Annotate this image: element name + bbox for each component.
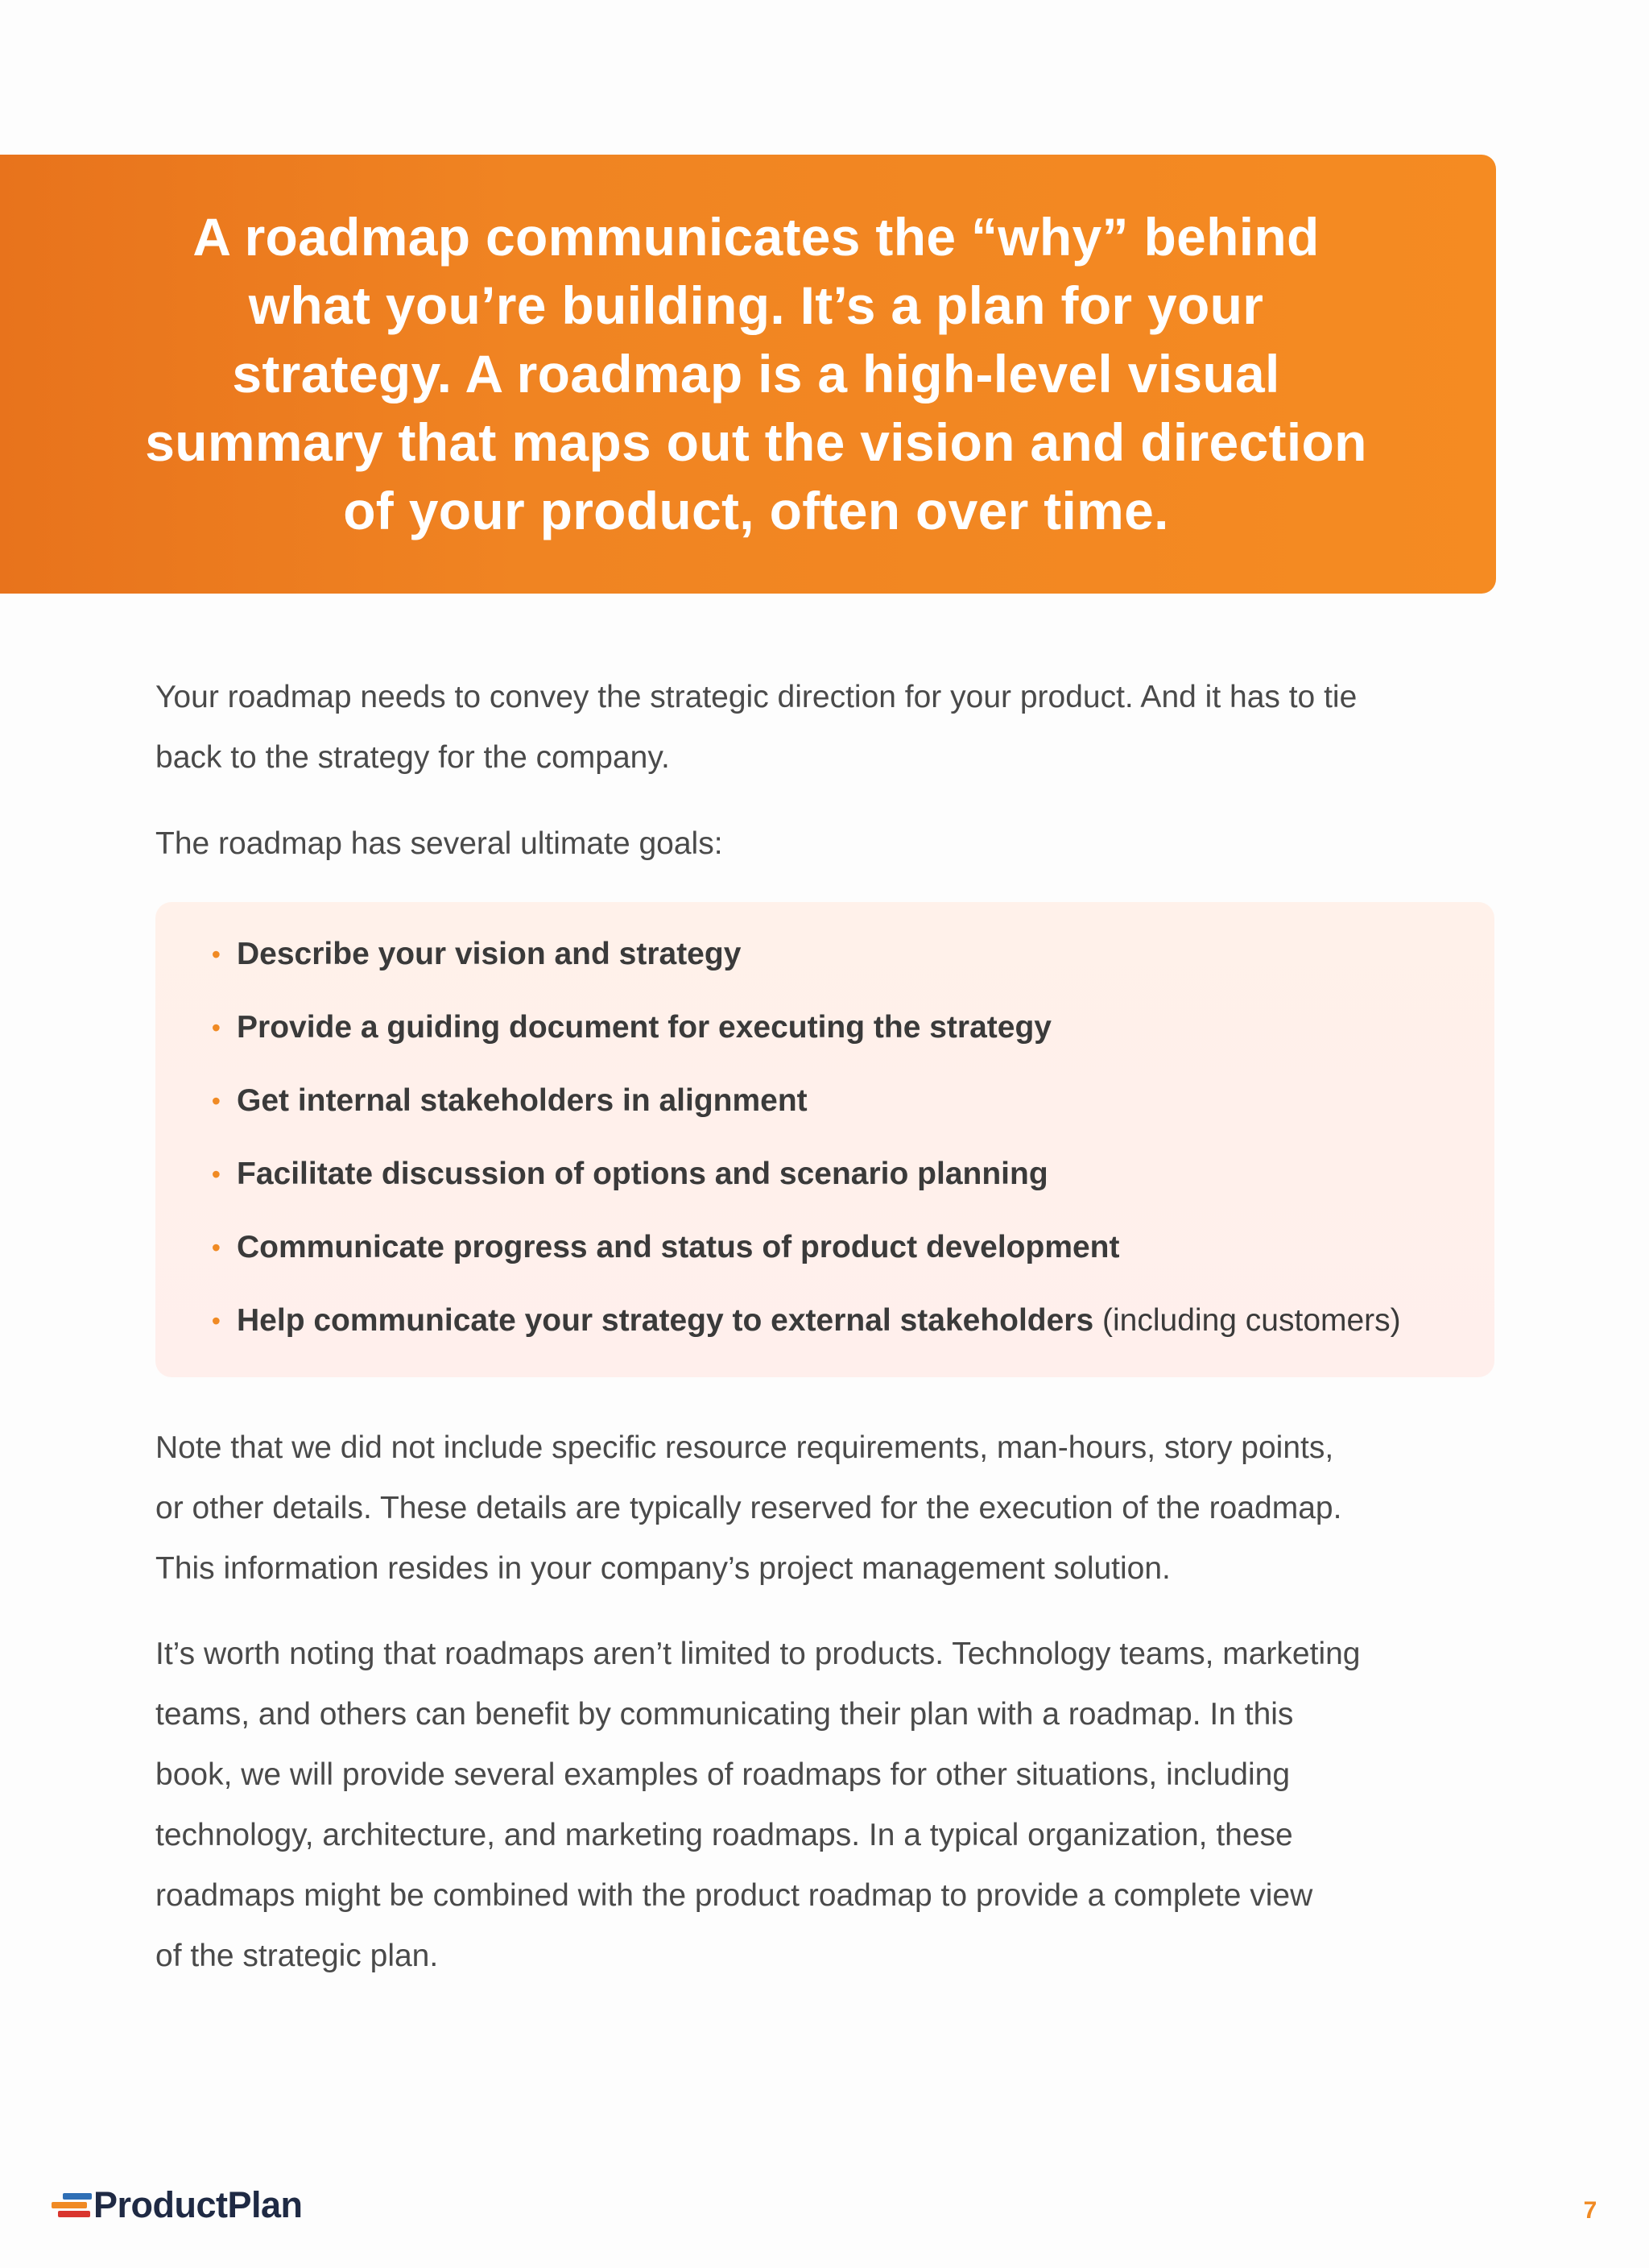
bullet-icon: • (211, 1086, 221, 1115)
goal-text: Help communicate your strategy to external stakeholders (237, 1303, 1094, 1338)
goal-suffix: (including customers) (1093, 1303, 1401, 1338)
worth-noting-paragraph: It’s worth noting that roadmaps aren’t limited to products. Technology teams, marketing teams, and others can benefit by communicating their plan with a roadmap. In this book, we will provide several examples of roadmaps for other situations, including technology, architecture, and marketing roadmaps. In a typical organization, these roadmaps might be combined with the product roadmap to provide a complete view of the strategic plan. (155, 1637, 1361, 1973)
goal-text: Facilitate discussion of options and scenario planning (237, 1157, 1048, 1191)
intro-paragraph: Your roadmap needs to convey the strategic direction for your product. And it has to tie back to the strategy for the company. (155, 680, 1358, 775)
logo-wordmark: ProductPlan (93, 2184, 303, 2225)
goal-text: Describe your vision and strategy (237, 937, 742, 971)
goal-text: Get internal stakeholders in alignment (237, 1083, 808, 1118)
goal-item (155, 934, 1494, 1008)
logo-bar-red (58, 2211, 90, 2217)
goals-box (155, 902, 1494, 1377)
bullet-icon: • (211, 1013, 221, 1042)
goal-text-wrap (237, 1008, 1052, 1048)
goal-item (155, 1301, 1494, 1374)
goal-text-wrap (237, 1227, 1120, 1268)
goal-text-wrap (237, 1081, 808, 1121)
bullet-icon: • (211, 1306, 221, 1335)
logo-bar-blue (63, 2193, 92, 2200)
goal-item (155, 1227, 1494, 1301)
goal-item (155, 1008, 1494, 1081)
callout-text: A roadmap communicates the “why” behind what you’re building. It’s a plan for your strategy. A roadmap is a high-level visual summary that maps out the vision and direction of your product, often over time. (145, 207, 1367, 540)
goals-list (155, 934, 1494, 1374)
goal-item (155, 1154, 1494, 1227)
productplan-logo (52, 2186, 303, 2225)
goal-item (155, 1081, 1494, 1154)
bullet-icon: • (211, 1160, 221, 1189)
goal-text-wrap (237, 1154, 1048, 1194)
bullet-icon: • (211, 1233, 221, 1262)
note-paragraph: Note that we did not include specific resource requirements, man-hours, story points, or other details. These details are typically reserved for the execution of the roadmap. This information resides in your company’s project management solution. (155, 1430, 1342, 1586)
goal-text-wrap (237, 1301, 1401, 1341)
callout-banner (0, 155, 1496, 594)
goal-text: Provide a guiding document for executing the strategy (237, 1010, 1052, 1045)
goals-lead-paragraph: The roadmap has several ultimate goals: (155, 826, 723, 861)
goal-text-wrap (237, 934, 741, 975)
bullet-icon: • (211, 940, 221, 969)
logo-bar-orange (52, 2202, 87, 2208)
logo-mark-icon (52, 2191, 92, 2219)
goal-text: Communicate progress and status of product development (237, 1230, 1120, 1264)
page-number: 7 (1583, 2197, 1597, 2224)
